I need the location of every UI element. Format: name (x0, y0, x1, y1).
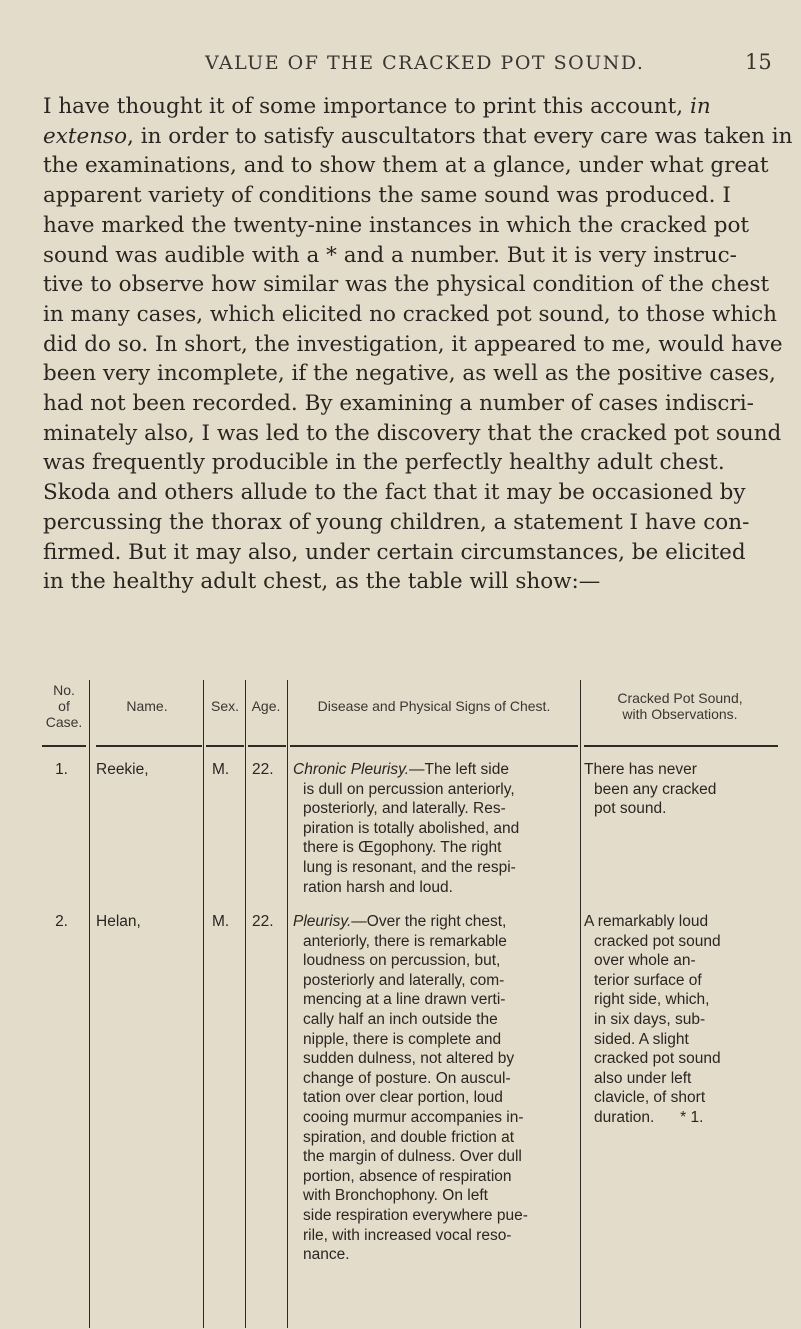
paragraph-line: in the healthy adult chest, as the table will show:— (43, 569, 601, 595)
column-rule (203, 680, 204, 1328)
paragraph-line: had not been recorded. By examining a number of cases indiscri- (43, 391, 754, 417)
paragraph-line: sound was audible with a * and a number. But it is very instruc- (43, 242, 737, 268)
column-rule (245, 680, 246, 1328)
patient-sex: M. (212, 761, 230, 778)
page-number: 15 (745, 50, 772, 74)
header-name: Name. (126, 698, 168, 714)
paragraph-line: was frequently producible in the perfectly healthy adult chest. (43, 450, 725, 476)
paragraph-line: tive to observe how similar was the physical condition of the chest (43, 272, 770, 298)
paragraph-line: the examinations, and to show them at a glance, under what great (43, 153, 769, 179)
cracked-pot-observation: A remarkably loud cracked pot sound over whole an- terior surface of right side, which, in six days, sub- sided. A slight cracked pot sound also under left clavicle, of short duration. * 1. (584, 913, 721, 1126)
header-age: Age. (251, 698, 281, 714)
header-rule (290, 745, 578, 747)
case-number: 2. (55, 913, 68, 930)
header-sex: Sex. (210, 698, 239, 714)
column-rule (580, 680, 581, 1328)
header-rule (42, 745, 86, 747)
disease-description: Pleurisy.—Over the right chest, anteriorly, there is remarkable loudness on percussion, but, posteriorly and laterally, com- mencing at a line drawn verti- cally half an inch outside the nipple, there is complete and sudden dulness, not altered by change of posture. On auscul- tation over clear portion, loud cooing murmur accompanies in- spiration, and double friction at the margin of dulness. Over dull portion, absence of respiration with Bronchophony. On left side respiration everywhere pue- rile, with increased vocal reso- nance. (293, 913, 528, 1264)
paragraph-line: apparent variety of conditions the same sound was produced. I (43, 183, 731, 209)
paragraph-line: did do so. In short, the investigation, it appeared to me, would have (43, 331, 783, 357)
paragraph-line: in many cases, which elicited no cracked pot sound, to those which (43, 301, 778, 327)
patient-age: 22. (252, 913, 274, 930)
header-rule (206, 745, 244, 747)
header-rule (584, 745, 778, 747)
patient-name: Reekie, (96, 761, 149, 778)
header-rule (96, 745, 202, 747)
case-number: 1. (55, 761, 68, 778)
column-rule (287, 680, 288, 1328)
header-case-number: No. of Case. (45, 682, 83, 730)
paragraph-line: firmed. But it may also, under certain circumstances, be elicited (43, 539, 746, 565)
cracked-pot-observation: There has never been any cracked pot sound. (584, 761, 717, 818)
disease-description: Chronic Pleurisy.—The left side is dull on percussion anteriorly, posteriorly, and laterally. Res- piration is totally abolished, and there is Œgophony. The right lung is resonant, and the respi- ration harsh and loud. (293, 761, 520, 896)
header-observations: Cracked Pot Sound, with Observations. (617, 690, 743, 722)
patient-sex: M. (212, 913, 230, 930)
paragraph-line: Skoda and others allude to the fact that it may be occasioned by (43, 480, 746, 506)
paragraph-line: extenso, in order to satisfy auscultators that every care was taken in (43, 123, 793, 149)
running-title: VALUE OF THE CRACKED POT SOUND. (205, 52, 645, 74)
header-disease: Disease and Physical Signs of Chest. (317, 698, 551, 714)
paragraph-line: minately also, I was led to the discovery that the cracked pot sound (43, 420, 782, 446)
header-rule (248, 745, 286, 747)
patient-age: 22. (252, 761, 274, 778)
column-rule (89, 680, 90, 1328)
paragraph-line: been very incomplete, if the negative, as well as the positive cases, (43, 361, 776, 387)
patient-name: Helan, (96, 913, 141, 930)
paragraph-line: have marked the twenty-nine instances in which the cracked pot (43, 212, 750, 238)
paragraph-line: I have thought it of some importance to print this account, in (43, 94, 711, 119)
paragraph-line: percussing the thorax of young children, a statement I have con- (43, 509, 750, 535)
